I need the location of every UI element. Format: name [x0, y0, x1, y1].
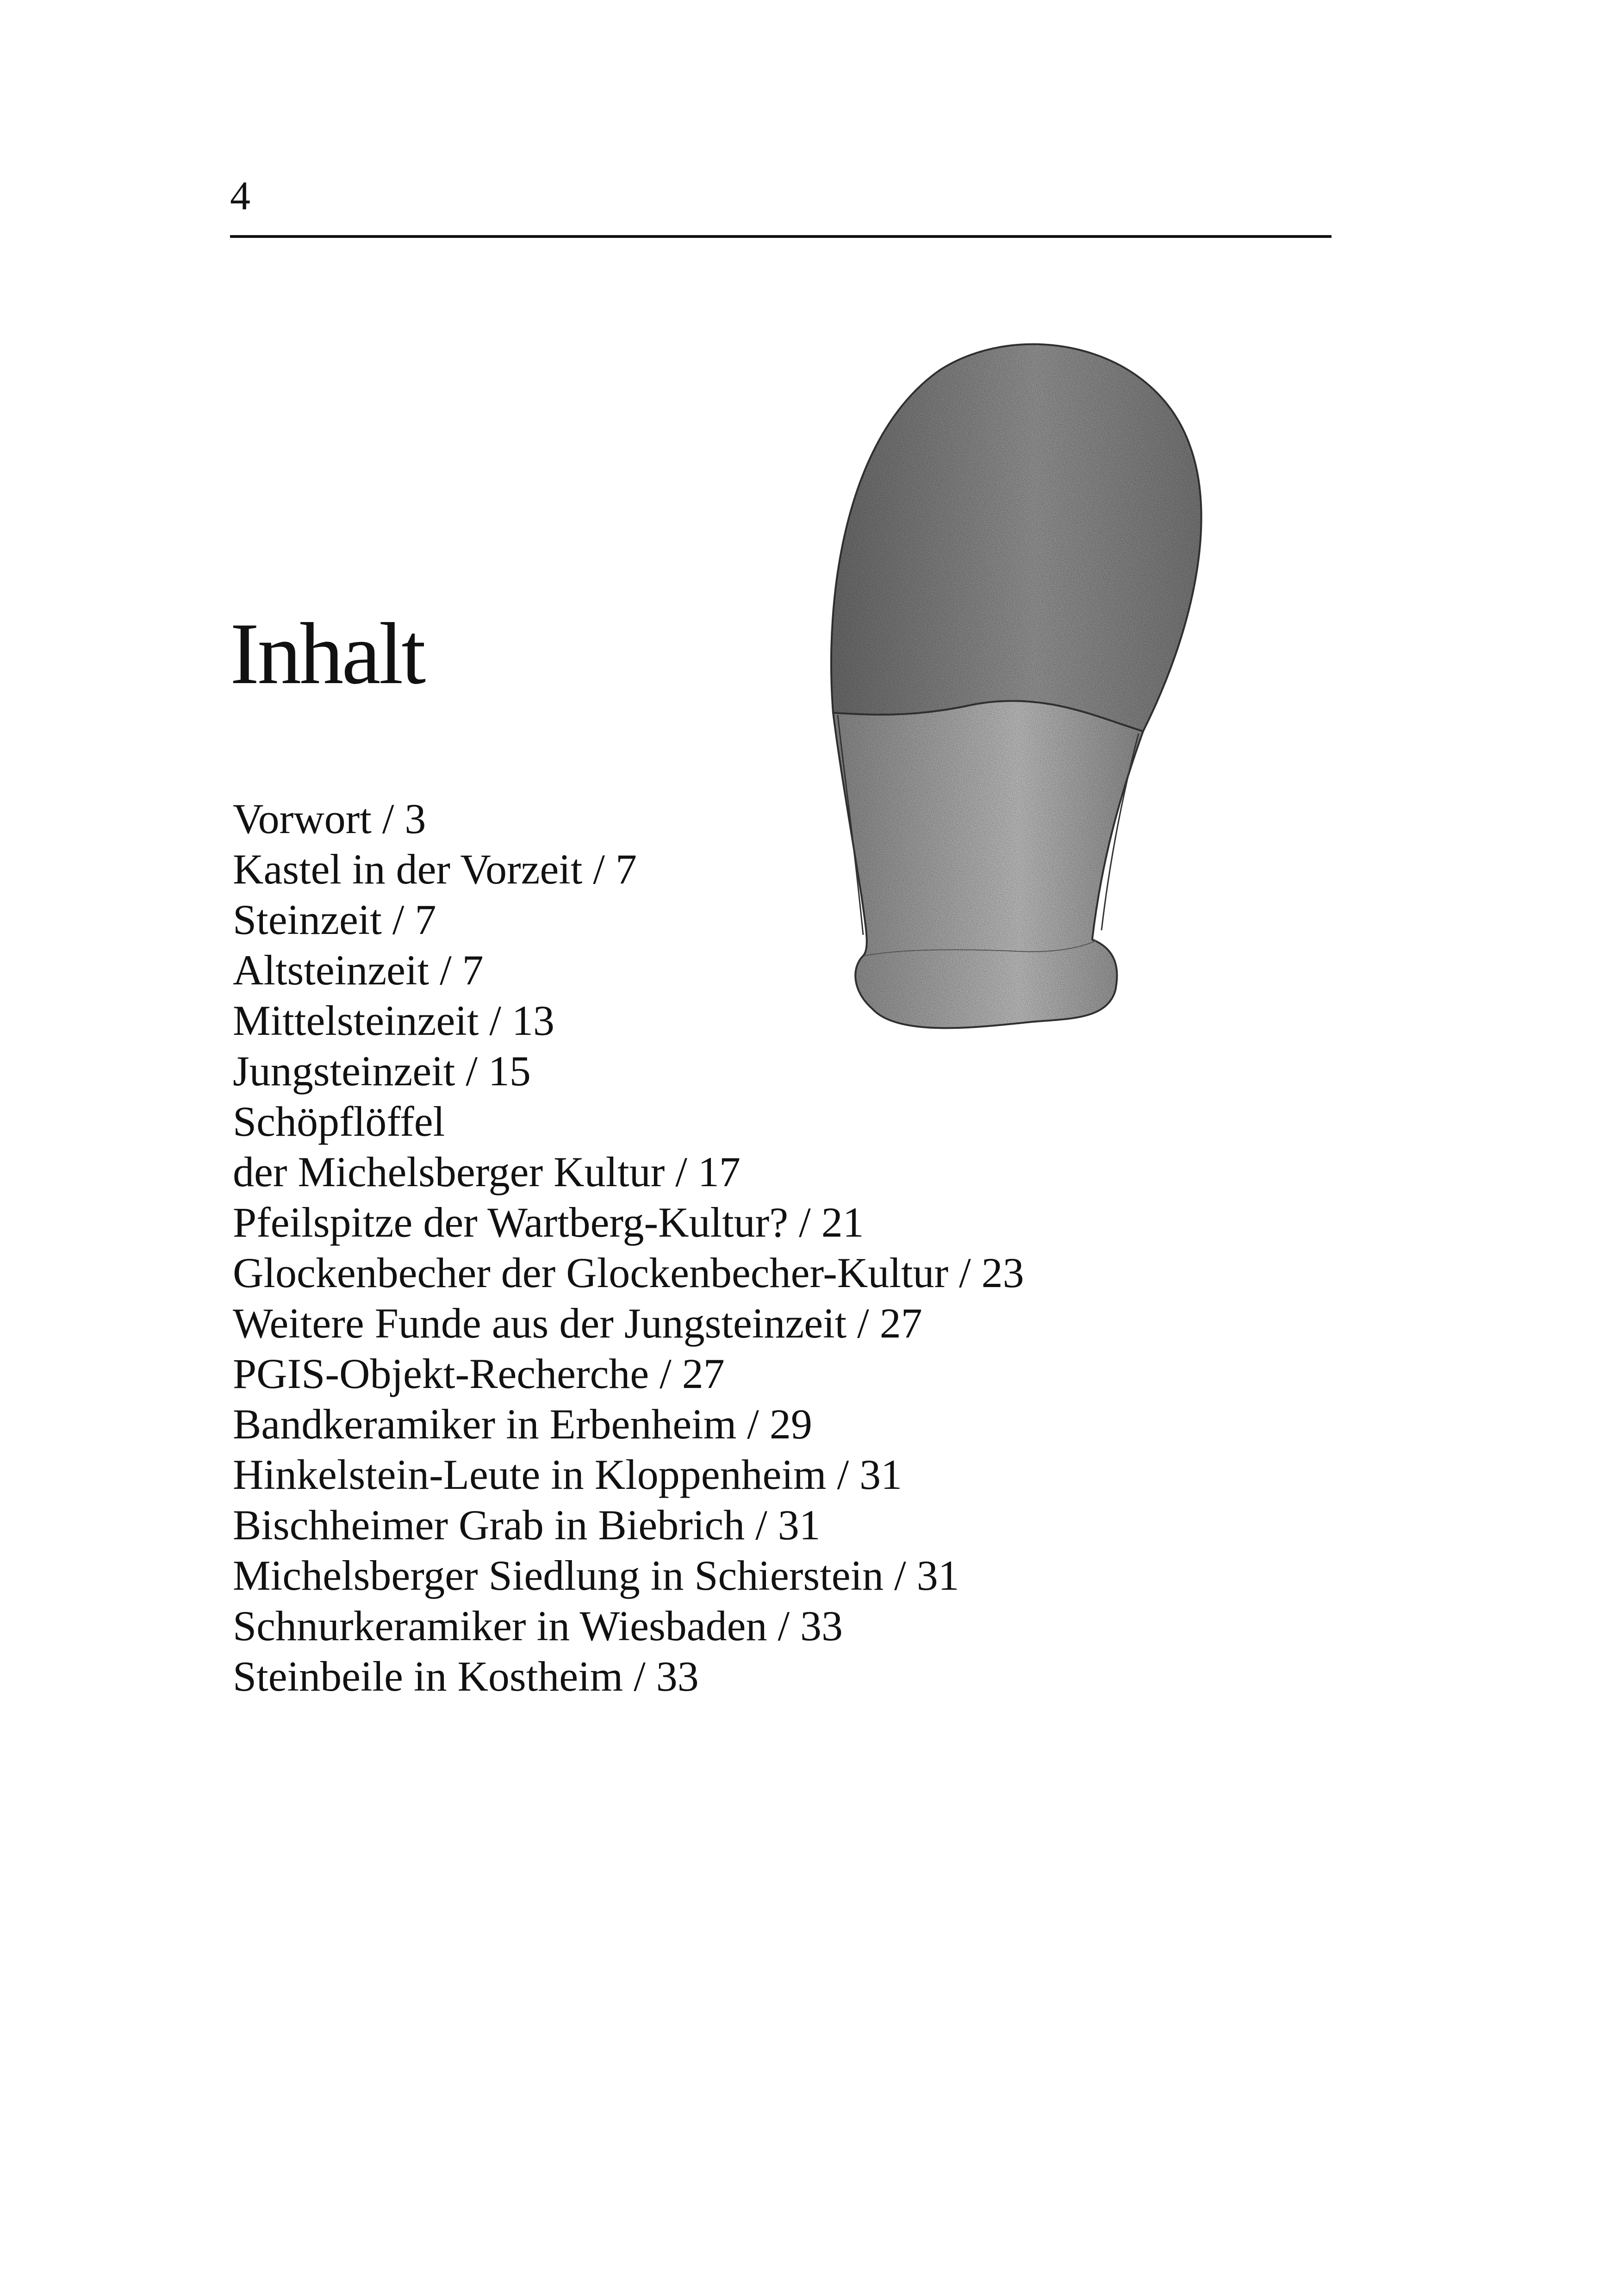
toc-entry: Mittelsteinzeit / 13 [233, 997, 554, 1044]
toc-entry: Jungsteinzeit / 15 [233, 1047, 531, 1095]
page-title: Inhalt [230, 605, 424, 703]
toc-entry: Pfeilspitze der Wartberg-Kultur? / 21 [233, 1199, 864, 1246]
table-of-contents [233, 794, 1024, 1702]
header-rule [230, 235, 1332, 238]
toc-entry: Hinkelstein-Leute in Kloppenheim / 31 [233, 1451, 902, 1498]
toc-entry: Schnurkeramiker in Wiesbaden / 33 [233, 1602, 843, 1649]
toc-entry: der Michelsberger Kultur / 17 [233, 1148, 741, 1195]
page-number: 4 [230, 174, 250, 218]
toc-entry: Schöpflöffel [233, 1098, 445, 1145]
toc-entry: Michelsberger Siedlung in Schierstein / 31 [233, 1552, 959, 1599]
toc-entry: Altsteinzeit / 7 [233, 946, 484, 994]
toc-entry: Bandkeramiker in Erbenheim / 29 [233, 1400, 812, 1448]
toc-entry: Steinzeit / 7 [233, 896, 436, 943]
toc-entry: Bischheimer Grab in Biebrich / 31 [233, 1501, 821, 1549]
toc-entry: Kastel in der Vorzeit / 7 [233, 846, 637, 893]
toc-entry: Glockenbecher der Glockenbecher-Kultur / 23 [233, 1249, 1024, 1296]
toc-entry: Steinbeile in Kostheim / 33 [233, 1653, 699, 1700]
toc-entry: Vorwort / 3 [233, 795, 426, 842]
toc-entry: PGIS-Objekt-Recherche / 27 [233, 1350, 725, 1397]
toc-entry: Weitere Funde aus der Jungsteinzeit / 27 [233, 1300, 922, 1347]
